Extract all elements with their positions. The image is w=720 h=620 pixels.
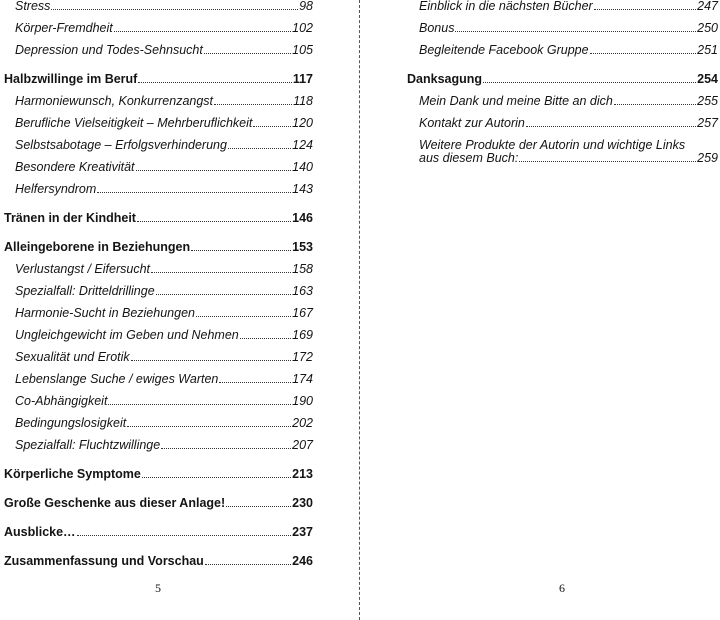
toc-entry-page: 118 [293, 94, 313, 108]
toc-entry-page: 259 [697, 151, 718, 165]
toc-entry-page: 190 [292, 394, 313, 408]
toc-chapter[interactable] [4, 240, 313, 254]
toc-entry-page: 207 [292, 438, 313, 452]
toc-entry[interactable] [15, 438, 313, 452]
page-number: 6 [559, 581, 565, 595]
leader-dots [156, 294, 291, 295]
toc-entry-title: Begleitende Facebook Gruppe [419, 43, 589, 57]
toc-entry-title: Spezialfall: Fluchtzwillinge [15, 438, 161, 452]
toc-entry-title: Verlustangst / Eifersucht [15, 262, 151, 276]
toc-entry[interactable] [15, 160, 313, 174]
toc-entry[interactable] [419, 43, 718, 57]
toc-chapter-title: Halbzwillinge im Beruf [4, 72, 138, 86]
toc-entry-page: 163 [292, 284, 313, 298]
toc-entry-title: Depression und Todes-Sehnsucht [15, 43, 203, 57]
toc-entry-page: 124 [292, 138, 313, 152]
toc-chapter[interactable] [4, 72, 313, 86]
toc-entry-page: 169 [292, 328, 313, 342]
toc-entry[interactable] [15, 394, 313, 408]
leader-dots [219, 382, 291, 383]
toc-chapter-page: 254 [697, 72, 718, 86]
toc-entry-page: 120 [292, 116, 313, 130]
toc-entry[interactable] [15, 350, 313, 364]
leader-dots [526, 126, 696, 127]
toc-chapter-page: 146 [292, 211, 313, 225]
toc-entry-page: 247 [697, 0, 718, 13]
right-page [362, 0, 720, 620]
leader-dots [127, 426, 291, 427]
leader-dots [590, 53, 697, 54]
toc-entry[interactable] [15, 182, 313, 196]
toc-entry[interactable] [15, 306, 313, 320]
toc-entry-page: 140 [292, 160, 313, 174]
toc-entry[interactable] [419, 0, 718, 13]
toc-chapter-page: 246 [292, 554, 313, 568]
leader-dots [196, 316, 291, 317]
toc-entry[interactable] [15, 138, 313, 152]
toc-chapter[interactable] [4, 525, 313, 539]
page-divider [359, 0, 360, 620]
toc-entry-page: 257 [697, 116, 718, 130]
toc-entry-title: Körper-Fremdheit [15, 21, 113, 35]
toc-entry-title: Lebenslange Suche / ewiges Warten [15, 372, 219, 386]
toc-entry-title: Bonus [419, 21, 455, 35]
toc-entry-title: Einblick in die nächsten Bücher [419, 0, 593, 13]
toc-chapter-title: Zusammenfassung und Vorschau [4, 554, 204, 568]
toc-entry-page: 172 [292, 350, 313, 364]
toc-entry-title-line1: Weitere Produkte der Autorin und wichtige Links [419, 138, 686, 152]
toc-chapter-page: 117 [292, 72, 313, 86]
leader-dots [240, 338, 291, 339]
toc-chapter-title: Danksagung [407, 72, 483, 86]
toc-chapter[interactable] [407, 72, 718, 86]
toc-entry-page: 158 [292, 262, 313, 276]
leader-dots [77, 535, 292, 536]
leader-dots [108, 404, 291, 405]
leader-dots [131, 360, 291, 361]
toc-entry-page: 255 [697, 94, 718, 108]
leader-dots [138, 82, 291, 83]
toc-entry-page: 251 [697, 43, 718, 57]
toc-chapter-title: Ausblicke… [4, 525, 76, 539]
toc-entry[interactable] [15, 21, 313, 35]
leader-dots [151, 272, 291, 273]
leader-dots [594, 9, 696, 10]
left-page [0, 0, 358, 620]
toc-entry-title: Besondere Kreativität [15, 160, 135, 174]
toc-entry[interactable] [15, 328, 313, 342]
toc-chapter-title: Körperliche Symptome [4, 467, 141, 481]
toc-entry-title: Co-Abhängigkeit [15, 394, 108, 408]
leader-dots [614, 104, 696, 105]
leader-dots [226, 506, 291, 507]
leader-dots [161, 448, 291, 449]
leader-dots [142, 477, 291, 478]
toc-entry-multiline[interactable] [419, 139, 718, 165]
toc-entry-page: 105 [292, 43, 313, 57]
toc-entry[interactable] [419, 94, 718, 108]
leader-dots [136, 170, 292, 171]
toc-chapter-page: 213 [292, 467, 313, 481]
toc-entry-title: Harmoniewunsch, Konkurrenzangst [15, 94, 214, 108]
toc-entry[interactable] [15, 416, 313, 430]
leader-dots [205, 564, 291, 565]
toc-chapter[interactable] [4, 554, 313, 568]
leader-dots [204, 53, 291, 54]
toc-chapter[interactable] [4, 496, 313, 510]
toc-entry-page: 250 [697, 21, 718, 35]
leader-dots [114, 31, 291, 32]
toc-chapter-page: 230 [292, 496, 313, 510]
toc-entry-title: Ungleichgewicht im Geben und Nehmen [15, 328, 239, 342]
leader-dots [191, 250, 291, 251]
toc-entry[interactable] [15, 262, 313, 276]
leader-dots [214, 104, 292, 105]
toc-entry-line2 [419, 152, 718, 165]
toc-entry-page: 174 [292, 372, 313, 386]
toc-entry[interactable] [15, 116, 313, 130]
toc-entry[interactable] [15, 43, 313, 57]
toc-entry-title: Selbstsabotage – Erfolgsverhinderung [15, 138, 227, 152]
leader-dots [483, 82, 696, 83]
toc-entry-title: Kontakt zur Autorin [419, 116, 525, 130]
toc-entry-title: Harmonie-Sucht in Beziehungen [15, 306, 195, 320]
toc-entry[interactable] [15, 284, 313, 298]
leader-dots [51, 9, 298, 10]
leader-dots [137, 221, 291, 222]
toc-chapter[interactable] [4, 467, 313, 481]
toc-entry-title: Berufliche Vielseitigkeit – Mehrberuflichkeit [15, 116, 253, 130]
toc-chapter-title: Alleingeborene in Beziehungen [4, 240, 191, 254]
leader-dots [228, 148, 291, 149]
toc-entry[interactable] [15, 372, 313, 386]
toc-entry-title: Stress [15, 0, 51, 13]
page-number: 5 [155, 581, 161, 595]
toc-entry-page: 102 [292, 21, 313, 35]
leader-dots [97, 192, 291, 193]
toc-entry-title-line2: aus diesem Buch: [419, 151, 519, 165]
toc-chapter[interactable] [4, 211, 313, 225]
toc-entry[interactable] [15, 0, 313, 13]
toc-entry-title: Sexualität und Erotik [15, 350, 130, 364]
leader-dots [253, 126, 291, 127]
toc-entry-title: Mein Dank und meine Bitte an dich [419, 94, 613, 108]
toc-entry[interactable] [15, 94, 313, 108]
toc-chapter-title: Tränen in der Kindheit [4, 211, 136, 225]
toc-entry-page: 202 [292, 416, 313, 430]
toc-chapter-page: 237 [292, 525, 313, 539]
toc-entry[interactable] [419, 21, 718, 35]
leader-dots [519, 161, 696, 162]
toc-entry-page: 143 [292, 182, 313, 196]
toc-chapter-title: Große Geschenke aus dieser Anlage! [4, 496, 226, 510]
toc-entry-title: Spezialfall: Dritteldrillinge [15, 284, 155, 298]
toc-entry[interactable] [419, 116, 718, 130]
leader-dots [455, 31, 696, 32]
toc-entry-title: Bedingungslosigkeit [15, 416, 127, 430]
toc-entry-title: Helfersyndrom [15, 182, 97, 196]
toc-entry-page: 98 [299, 0, 313, 13]
toc-entry-page: 167 [292, 306, 313, 320]
toc-chapter-page: 153 [292, 240, 313, 254]
